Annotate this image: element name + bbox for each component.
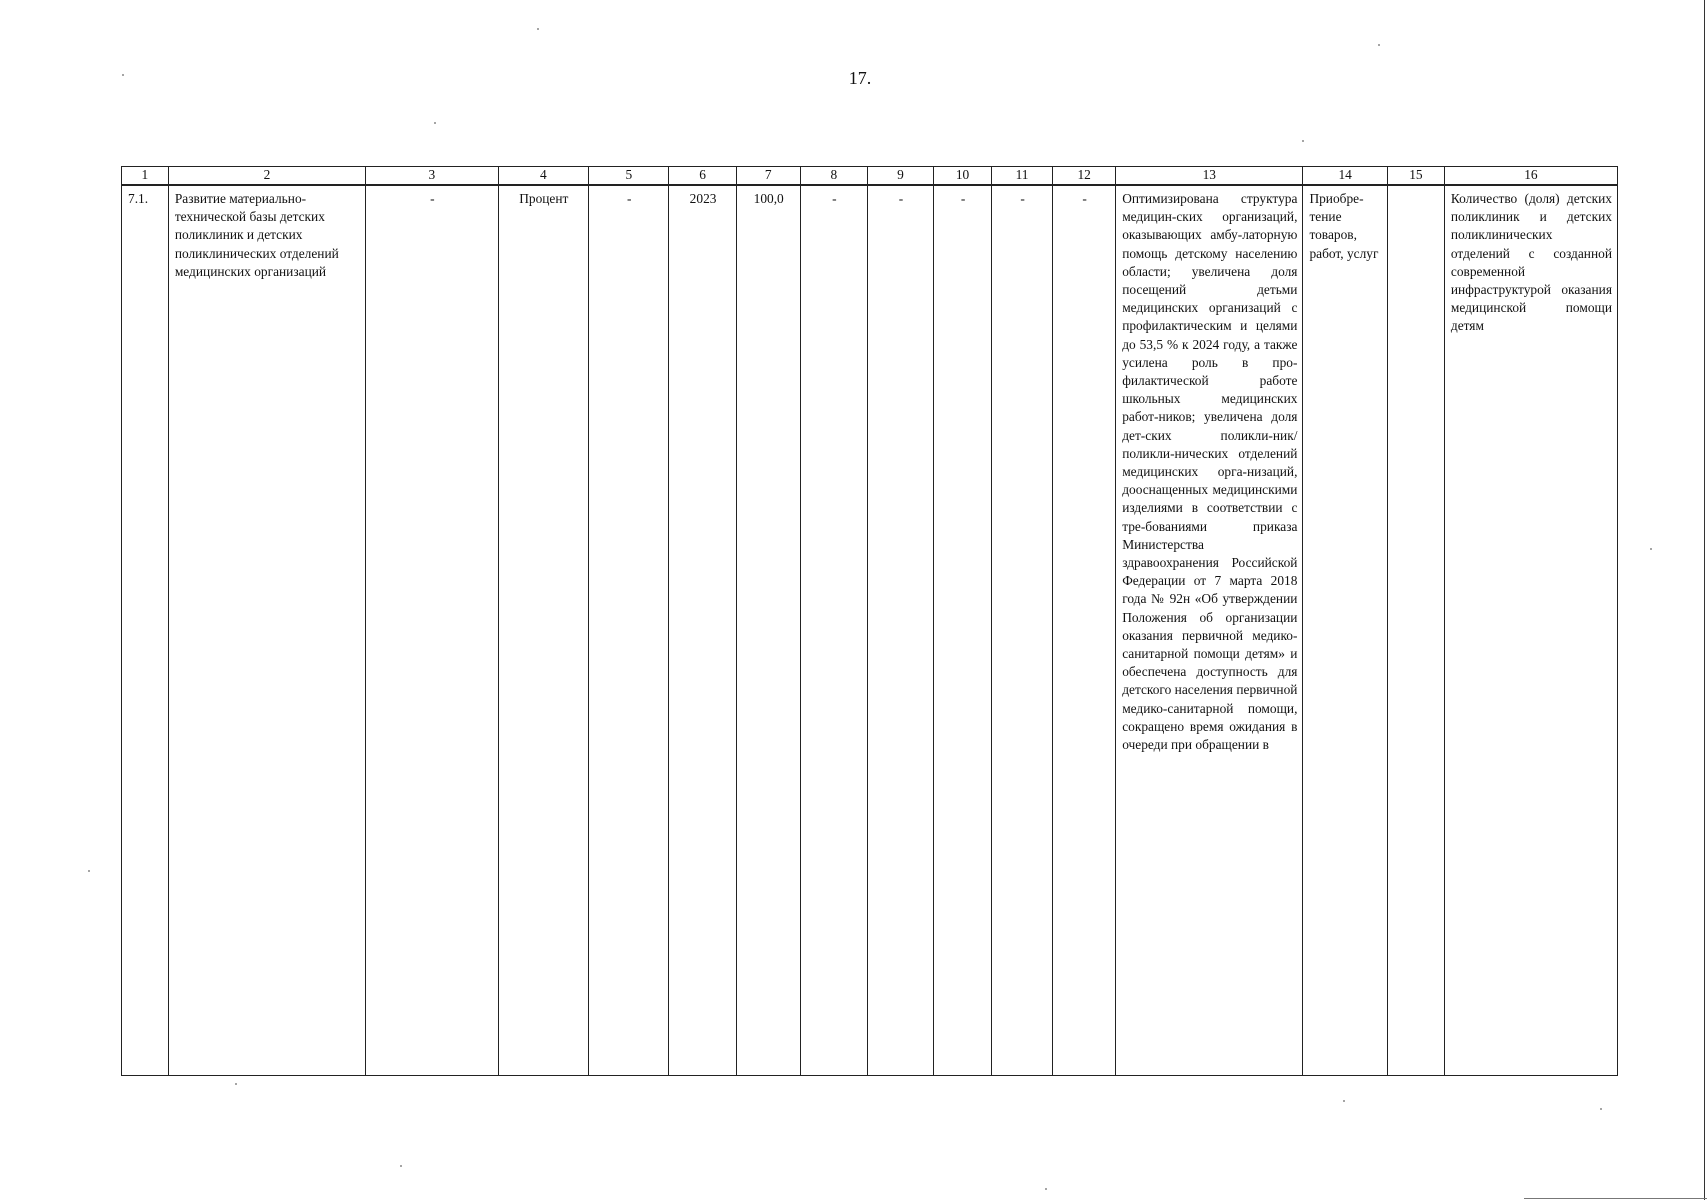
scan-speck bbox=[1045, 1188, 1047, 1190]
scan-speck bbox=[1650, 548, 1652, 550]
indicator-cell: Количество (доля) детских поликлиник и детских поликлинических отделений с созданной современной инфраструктурой оказания медицинской помощи детям bbox=[1444, 185, 1617, 1076]
column-number: 15 bbox=[1387, 167, 1444, 186]
table-cell: - bbox=[934, 185, 992, 1076]
column-number: 6 bbox=[669, 167, 736, 186]
table-row bbox=[122, 185, 1618, 1076]
column-number: 7 bbox=[736, 167, 800, 186]
scan-speck bbox=[1343, 1100, 1345, 1102]
table-cell: - bbox=[1053, 185, 1116, 1076]
unit-cell: Процент bbox=[498, 185, 589, 1076]
scan-speck bbox=[537, 28, 539, 30]
scan-frame-edge bbox=[1524, 1198, 1707, 1199]
column-number: 3 bbox=[366, 167, 498, 186]
table-cell: - bbox=[867, 185, 933, 1076]
page-number: 17. bbox=[848, 68, 872, 88]
scan-speck bbox=[1600, 1108, 1602, 1110]
scan-speck bbox=[400, 1165, 402, 1167]
column-number: 5 bbox=[589, 167, 669, 186]
table-cell: - bbox=[589, 185, 669, 1076]
scan-frame-edge bbox=[1704, 0, 1705, 1200]
column-number: 11 bbox=[992, 167, 1053, 186]
data-table bbox=[121, 166, 1618, 1076]
activity-type-cell: Приобре-тение товаров, работ, услуг bbox=[1303, 185, 1387, 1076]
column-number: 14 bbox=[1303, 167, 1387, 186]
column-number: 16 bbox=[1444, 167, 1617, 186]
column-number: 4 bbox=[498, 167, 589, 186]
column-number-row bbox=[122, 167, 1618, 186]
scan-speck bbox=[1378, 44, 1380, 46]
scan-speck bbox=[434, 122, 436, 124]
result-description-cell: Оптимизирована структура медицин-ских организаций, оказывающих амбу-латорную помощь детскому населению области; увеличена доля посещений детьми медицинских организаций с профилактическим и целями до 53,5 % к 2024 году, а также усилена роль в про-филактической работе школьных медицинских работ-ников; увеличена доля дет-ских поликли-ник/поликли-нических отделений медицинских орга-низаций, дооснащенных медицинскими изделиями в соответствии с тре-бованиями приказа Министерства здравоохранения Российской Федерации от 7 марта 2018 года № 92н «Об утверждении Положения об организации оказания первичной медико-санитарной помощи детям» и обеспечена доступность для детского населения первичной медико-санитарной помощи, сокращено время ожидания в очереди при обращении в bbox=[1116, 185, 1303, 1076]
row-number-cell: 7.1. bbox=[122, 185, 169, 1076]
table-cell bbox=[1387, 185, 1444, 1076]
column-number: 2 bbox=[168, 167, 365, 186]
column-number: 9 bbox=[867, 167, 933, 186]
column-number: 13 bbox=[1116, 167, 1303, 186]
column-number: 12 bbox=[1053, 167, 1116, 186]
scan-speck bbox=[235, 1083, 237, 1085]
table-cell: - bbox=[992, 185, 1053, 1076]
measure-name-cell: Развитие материально-технической базы детских поликлиник и детских поликлинических отделений медицинских организаций bbox=[168, 185, 365, 1076]
value-cell: 100,0 bbox=[736, 185, 800, 1076]
scan-speck bbox=[88, 870, 90, 872]
scan-speck bbox=[1302, 140, 1304, 142]
year-cell: 2023 bbox=[669, 185, 736, 1076]
column-number: 1 bbox=[122, 167, 169, 186]
column-number: 10 bbox=[934, 167, 992, 186]
table-cell: - bbox=[366, 185, 498, 1076]
scan-speck bbox=[122, 74, 124, 76]
column-number: 8 bbox=[800, 167, 867, 186]
table-cell: - bbox=[800, 185, 867, 1076]
